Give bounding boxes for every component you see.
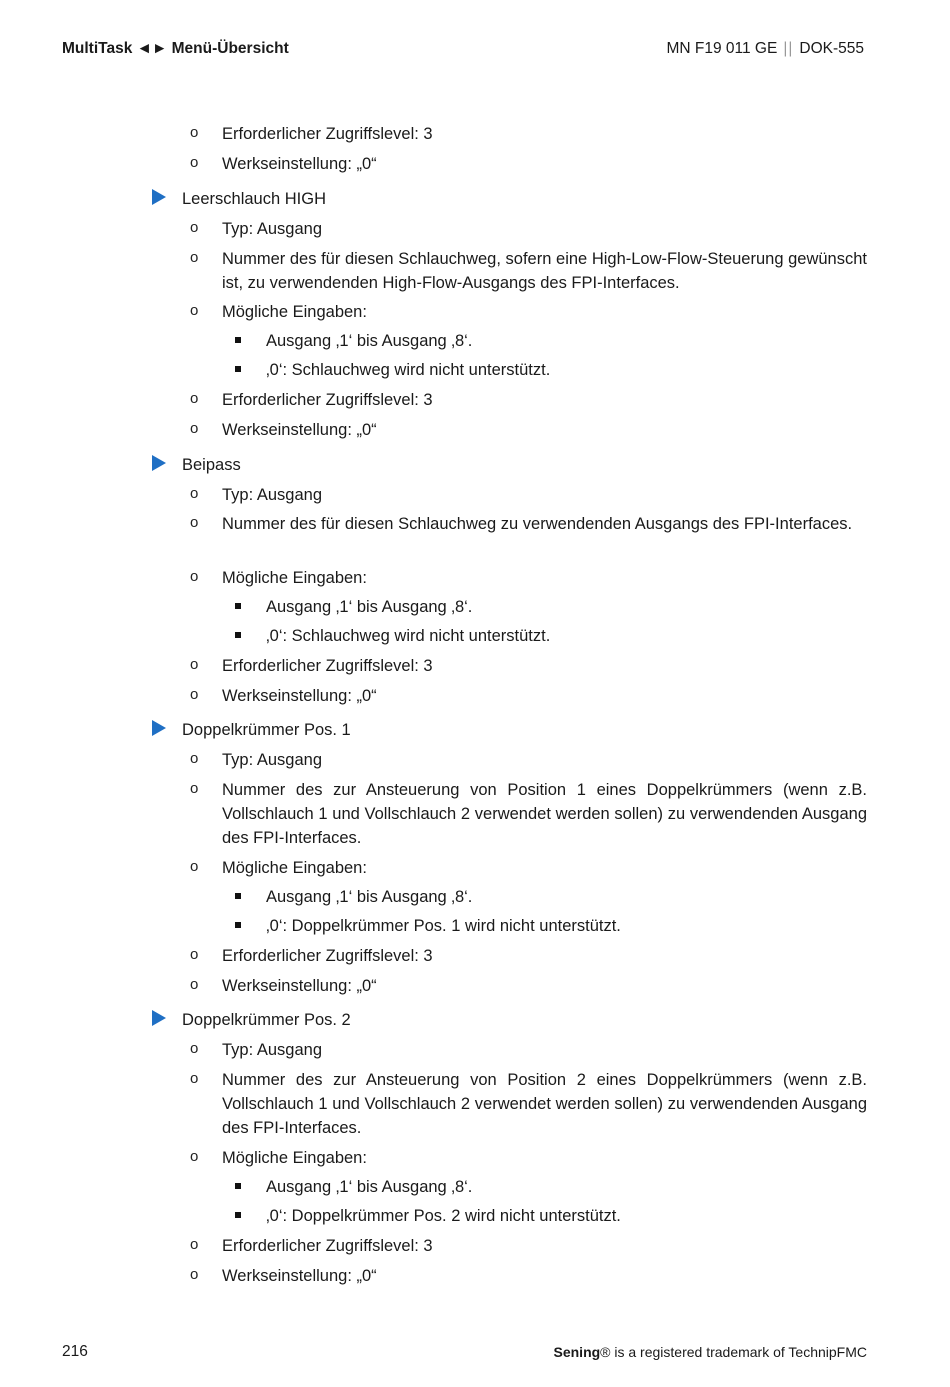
circle-bullet-icon: o (190, 514, 199, 531)
circle-bullet-icon: o (190, 1236, 199, 1253)
list-item: Nummer des zur Ansteuerung von Position 1 eines Doppelkrümmers (wenn z.B. Vollschlauch 1 und Vollschlauch 2 verwendet werden sollen) zu verwendenden Ausgang des FPI-Interfaces. (222, 781, 867, 847)
list-item: Erforderlicher Zugriffslevel: 3 (222, 1237, 433, 1255)
doc-id: DOK-555 (799, 40, 864, 57)
square-bullet-icon (235, 922, 241, 928)
list-item: Nummer des für diesen Schlauchweg, sofern eine High-Low-Flow-Steuerung gewünscht ist, zu verwendenden High-Flow-Ausgangs des FPI-Interfaces. (222, 250, 867, 292)
square-bullet-icon (235, 603, 241, 609)
list-subitem: ‚0‘: Doppelkrümmer Pos. 1 wird nicht unterstützt. (266, 917, 621, 935)
list-item: Mögliche Eingaben: (222, 1149, 367, 1167)
section-heading: Doppelkrümmer Pos. 1 (182, 721, 351, 739)
header-separator: || (783, 40, 794, 57)
list-item: Nummer des für diesen Schlauchweg zu verwendenden Ausgangs des FPI-Interfaces. (222, 515, 853, 533)
circle-bullet-icon: o (190, 420, 199, 437)
list-item: Erforderlicher Zugriffslevel: 3 (222, 125, 433, 143)
list-item: Werkseinstellung: „0“ (222, 687, 377, 705)
triangle-bullet-icon (152, 455, 166, 471)
list-item: Werkseinstellung: „0“ (222, 977, 377, 995)
circle-bullet-icon: o (190, 568, 199, 585)
list-item: Erforderlicher Zugriffslevel: 3 (222, 657, 433, 675)
list-subitem: ‚0‘: Schlauchweg wird nicht unterstützt. (266, 627, 551, 645)
list-item: Typ: Ausgang (222, 486, 322, 504)
circle-bullet-icon: o (190, 390, 199, 407)
list-item: Erforderlicher Zugriffslevel: 3 (222, 391, 433, 409)
list-item: Werkseinstellung: „0“ (222, 421, 377, 439)
list-item: Werkseinstellung: „0“ (222, 1267, 377, 1285)
list-item: Typ: Ausgang (222, 751, 322, 769)
section-heading: Leerschlauch HIGH (182, 190, 326, 208)
circle-bullet-icon: o (190, 686, 199, 703)
section-heading: Doppelkrümmer Pos. 2 (182, 1011, 351, 1029)
triangle-bullet-icon (152, 720, 166, 736)
circle-bullet-icon: o (190, 750, 199, 767)
list-subitem: Ausgang ‚1‘ bis Ausgang ‚8‘. (266, 332, 473, 350)
circle-bullet-icon: o (190, 858, 199, 875)
trademark-text: ® is a registered trademark of TechnipFMC (600, 1344, 867, 1360)
square-bullet-icon (235, 337, 241, 343)
triangle-bullet-icon (152, 189, 166, 205)
brand-name: Sening (553, 1344, 601, 1360)
section-heading: Beipass (182, 456, 241, 474)
circle-bullet-icon: o (190, 302, 199, 319)
circle-bullet-icon: o (190, 124, 199, 141)
doc-number: MN F19 011 GE (666, 40, 778, 57)
square-bullet-icon (235, 893, 241, 899)
circle-bullet-icon: o (190, 154, 199, 171)
list-item: Typ: Ausgang (222, 1041, 322, 1059)
list-subitem: Ausgang ‚1‘ bis Ausgang ‚8‘. (266, 888, 473, 906)
circle-bullet-icon: o (190, 1148, 199, 1165)
list-item: Erforderlicher Zugriffslevel: 3 (222, 947, 433, 965)
circle-bullet-icon: o (190, 219, 199, 236)
circle-bullet-icon: o (190, 656, 199, 673)
list-subitem: Ausgang ‚1‘ bis Ausgang ‚8‘. (266, 1178, 473, 1196)
list-item: Typ: Ausgang (222, 220, 322, 238)
circle-bullet-icon: o (190, 249, 199, 266)
list-item: Mögliche Eingaben: (222, 569, 367, 587)
square-bullet-icon (235, 1183, 241, 1189)
circle-bullet-icon: o (190, 1070, 199, 1087)
square-bullet-icon (235, 366, 241, 372)
circle-bullet-icon: o (190, 976, 199, 993)
list-subitem: Ausgang ‚1‘ bis Ausgang ‚8‘. (266, 598, 473, 616)
circle-bullet-icon: o (190, 485, 199, 502)
list-item: Werkseinstellung: „0“ (222, 155, 377, 173)
circle-bullet-icon: o (190, 946, 199, 963)
square-bullet-icon (235, 1212, 241, 1218)
trademark-notice (554, 1344, 868, 1360)
page-number: 216 (62, 1343, 88, 1360)
list-item: Mögliche Eingaben: (222, 303, 367, 321)
list-item: Mögliche Eingaben: (222, 859, 367, 877)
circle-bullet-icon: o (190, 1040, 199, 1057)
list-subitem: ‚0‘: Doppelkrümmer Pos. 2 wird nicht unterstützt. (266, 1207, 621, 1225)
circle-bullet-icon: o (190, 1266, 199, 1283)
list-item: Nummer des zur Ansteuerung von Position 2 eines Doppelkrümmers (wenn z.B. Vollschlauch 1 und Vollschlauch 2 verwendet werden sollen) zu verwendenden Ausgang des FPI-Interfaces. (222, 1071, 867, 1137)
header-doc-info (666, 40, 864, 58)
circle-bullet-icon: o (190, 780, 199, 797)
header-title: MultiTask ◄► Menü-Übersicht (62, 40, 289, 57)
triangle-bullet-icon (152, 1010, 166, 1026)
square-bullet-icon (235, 632, 241, 638)
list-subitem: ‚0‘: Schlauchweg wird nicht unterstützt. (266, 361, 551, 379)
